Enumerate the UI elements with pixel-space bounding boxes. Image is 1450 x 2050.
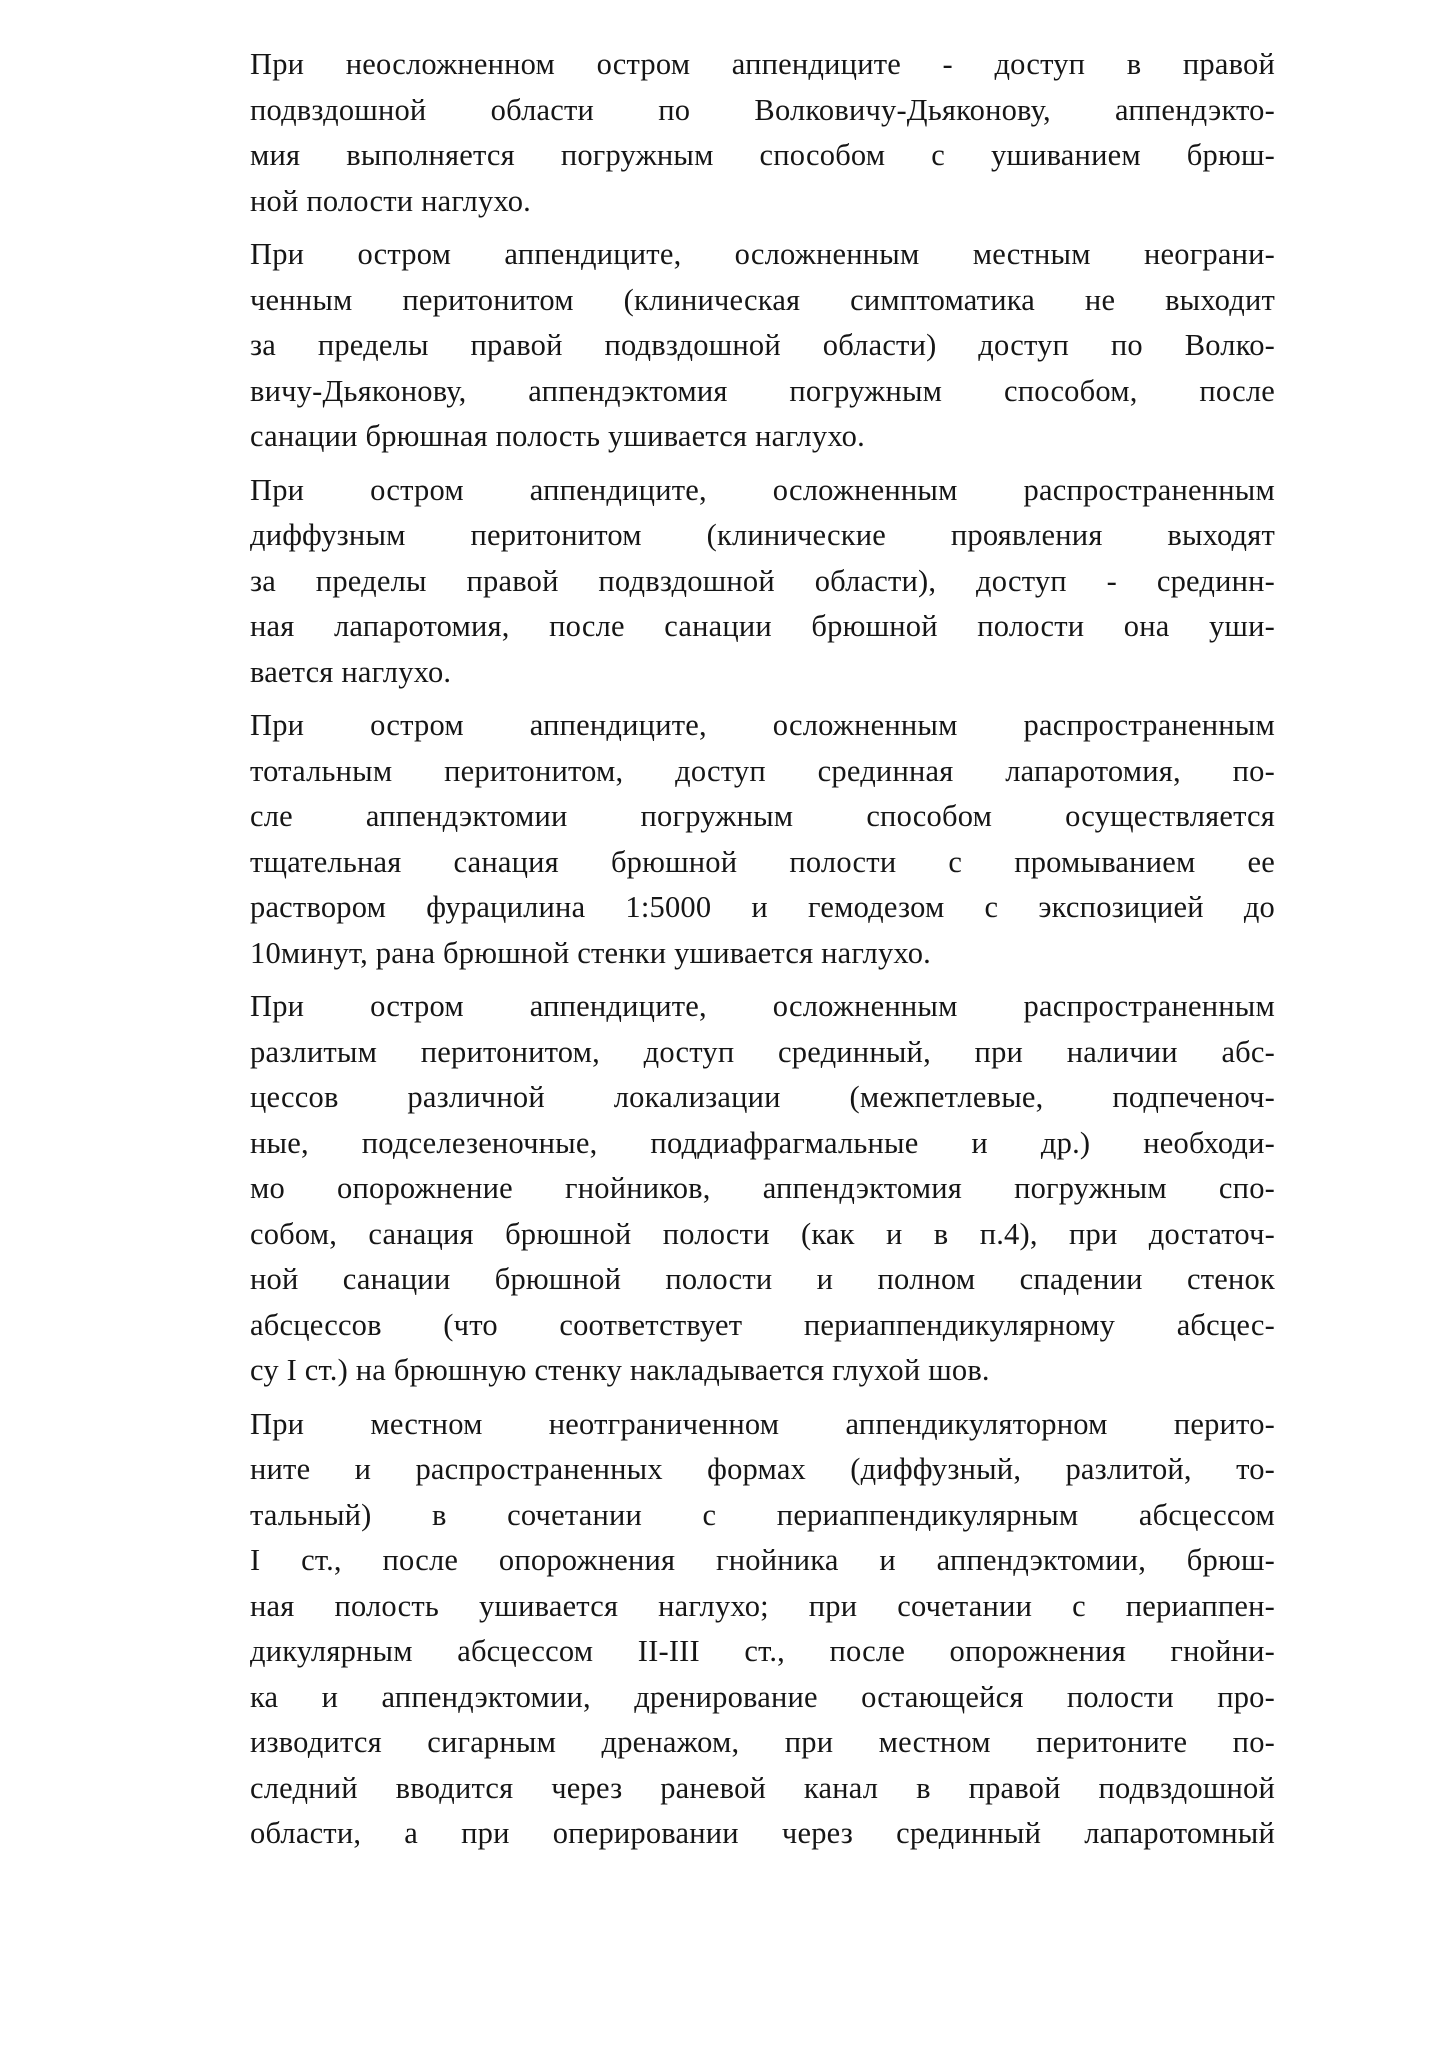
text-line: раствором фурацилина 1:5000 и гемодезом с экспозицией до xyxy=(250,890,1275,924)
text-line: цессов различной локализации (межпетлевые, подпеченоч- xyxy=(250,1080,1275,1114)
text-line: су I ст.) на брюшную стенку накладывается глухой шов. xyxy=(250,1353,990,1387)
text-line: за пределы правой подвздошной области) доступ по Волко- xyxy=(250,328,1275,362)
text-line: изводится сигарным дренажом, при местном перитоните по- xyxy=(250,1725,1275,1759)
paragraph-4 xyxy=(250,703,1275,976)
text-line: тальный) в сочетании с периаппендикулярным абсцессом xyxy=(250,1497,1275,1532)
text-line: мия выполняется погружным способом с ушиванием брюш- xyxy=(250,138,1275,172)
text-line: 10минут, рана брюшной стенки ушивается наглухо. xyxy=(250,935,931,970)
text-line: сле аппендэктомии погружным способом осуществляется xyxy=(250,799,1275,833)
text-line: дикулярным абсцессом II-III ст., после опорожнения гнойни- xyxy=(250,1634,1275,1668)
text-line: собом, санация брюшной полости (как и в п.4), при достаточ- xyxy=(250,1216,1275,1251)
text-line: ной санации брюшной полости и полном спадении стенок xyxy=(250,1262,1275,1296)
text-line: диффузным перитонитом (клинические проявления выходят xyxy=(250,518,1275,552)
text-line: ная лапаротомия, после санации брюшной полости она уши- xyxy=(250,609,1275,643)
text-line: ная полость ушивается наглухо; при сочетании с периаппен- xyxy=(250,1588,1275,1623)
text-line: следний вводится через раневой канал в правой подвздошной xyxy=(250,1770,1275,1805)
paragraph-2 xyxy=(250,232,1275,460)
text-line: вается наглухо. xyxy=(250,654,452,689)
text-line: ченным перитонитом (клиническая симптоматика не выходит xyxy=(250,282,1275,317)
text-line: подвздошной области по Волковичу-Дьяконову, аппендэкто- xyxy=(250,92,1275,127)
text-line: тщательная санация брюшной полости с промыванием ее xyxy=(250,844,1275,879)
paragraph-5 xyxy=(250,984,1275,1394)
text-line: вичу-Дьяконову, аппендэктомия погружным способом, после xyxy=(250,373,1275,408)
text-line: При остром аппендиците, осложненным распространенным xyxy=(250,708,1275,742)
paragraph-1 xyxy=(250,42,1275,224)
text-line: тотальным перитонитом, доступ срединная лапаротомия, по- xyxy=(250,753,1275,788)
paragraph-6 xyxy=(250,1402,1275,1857)
text-line: При остром аппендиците, осложненным местным неограни- xyxy=(250,237,1275,271)
text-line: за пределы правой подвздошной области), доступ - срединн- xyxy=(250,563,1275,598)
text-line: При местном неотграниченном аппендикуляторном перито- xyxy=(250,1406,1275,1441)
text-line: разлитым перитонитом, доступ срединный, при наличии абс- xyxy=(250,1034,1275,1069)
text-line: I ст., после опорожнения гнойника и аппендэктомии, брюш- xyxy=(250,1543,1275,1577)
text-line: При неосложненном остром аппендиците - доступ в правой xyxy=(250,47,1275,81)
text-line: абсцессов (что соответствует периаппендикулярному абсцес- xyxy=(250,1307,1275,1342)
paragraph-3 xyxy=(250,468,1275,696)
text-line: При остром аппендиците, осложненным распространенным xyxy=(250,472,1275,507)
text-line: санации брюшная полость ушивается наглухо. xyxy=(250,419,865,453)
text-line: мо опорожнение гнойников, аппендэктомия погружным спо- xyxy=(250,1171,1275,1205)
text-line: ные, подселезеночные, поддиафрагмальные и др.) необходи- xyxy=(250,1125,1275,1160)
document-page xyxy=(250,42,1275,1865)
text-line: ните и распространенных формах (диффузный, разлитой, то- xyxy=(250,1452,1275,1486)
text-line: ной полости наглухо. xyxy=(250,183,531,218)
text-line: ка и аппендэктомии, дренирование остающейся полости про- xyxy=(250,1679,1275,1714)
text-line: области, а при оперировании через срединный лапаротомный xyxy=(250,1816,1275,1850)
text-line: При остром аппендиците, осложненным распространенным xyxy=(250,989,1275,1023)
